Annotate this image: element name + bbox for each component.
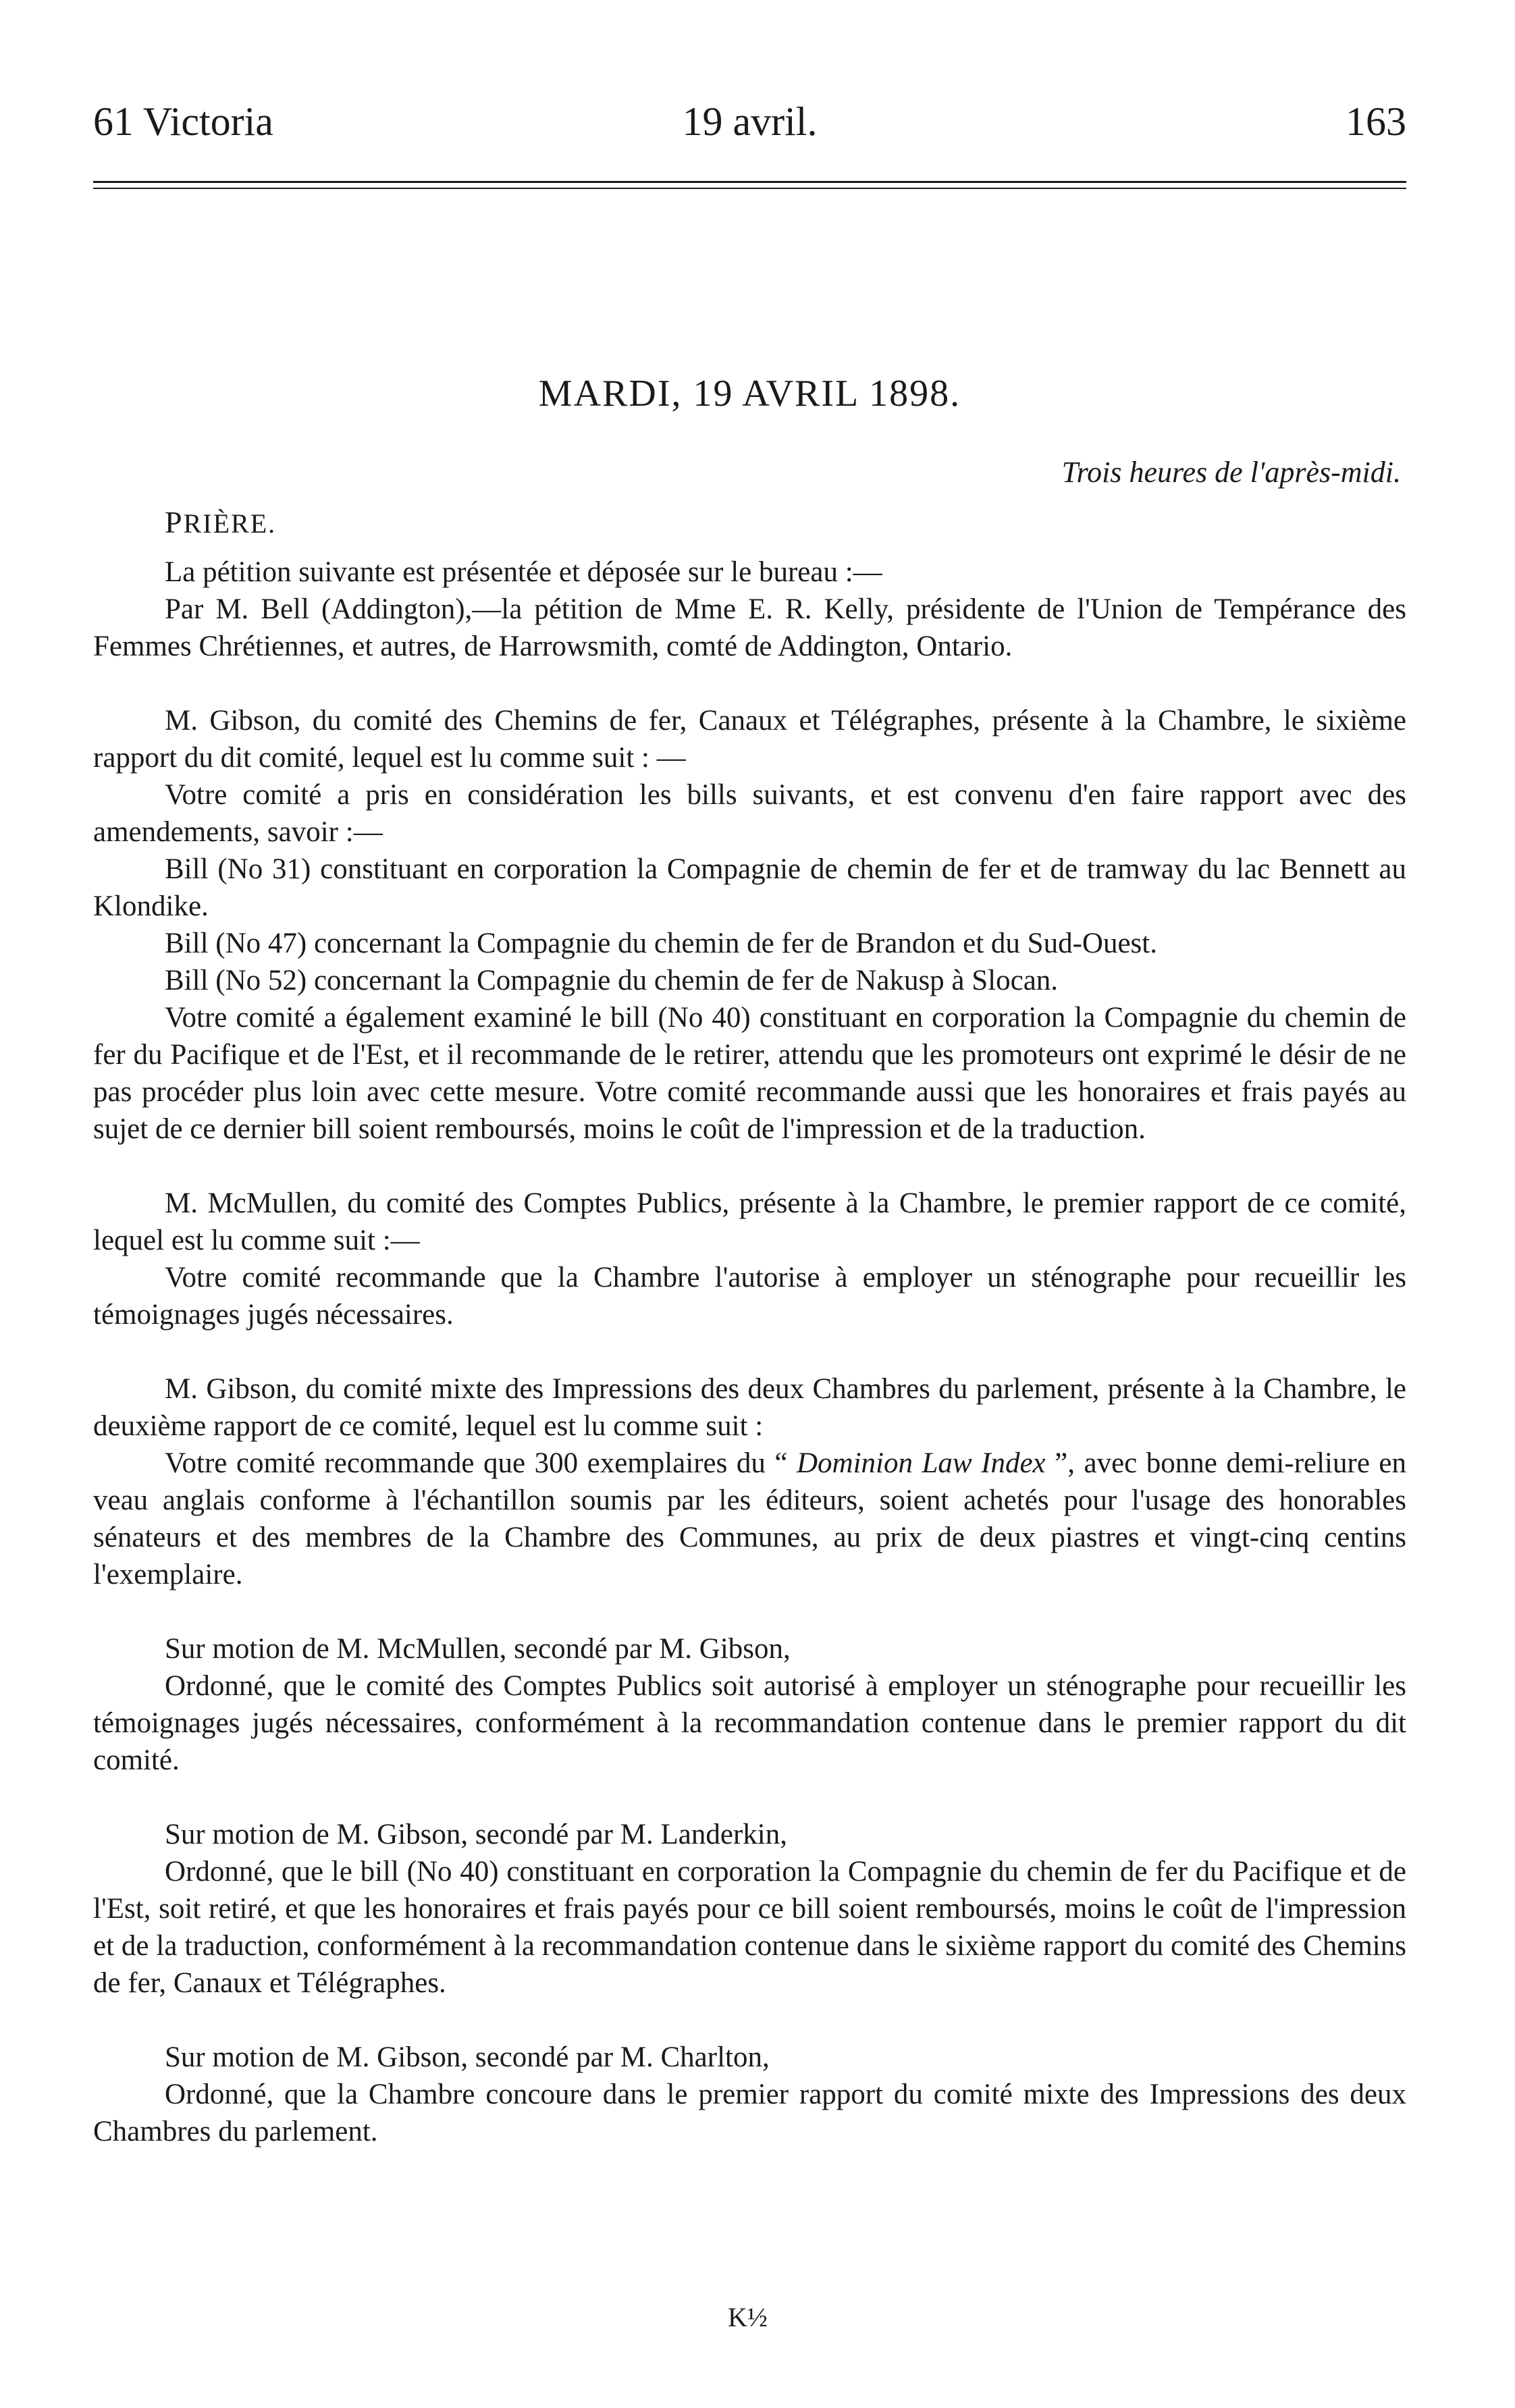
header-rule xyxy=(93,181,1406,189)
paragraph-committee-bills: Votre comité a pris en considération les bills suivants, et est convenu d'en faire rapport avec des amendements, savoir :— xyxy=(93,779,1406,848)
paragraph-petition-intro: La pétition suivante est présentée et déposée sur le bureau :— xyxy=(165,556,882,588)
paragraph-bill-52: Bill (No 52) concernant la Compagnie du chemin de fer de Nakusp à Slocan. xyxy=(165,965,1059,996)
time-line: Trois heures de l'après-midi. xyxy=(1061,456,1401,489)
paragraph-bill-47: Bill (No 47) concernant la Compagnie du chemin de fer de Brandon et du Sud-Ouest. xyxy=(165,928,1157,959)
header-volume: 61 Victoria xyxy=(93,99,273,144)
law-index-title: Dominion Law Index xyxy=(797,1447,1046,1479)
paragraph-ordered-concur: Ordonné, que la Chambre concoure dans le premier rapport du comité mixte des Impressions des deux Chambres du parlement. xyxy=(93,2079,1406,2147)
paragraph-motion-charlton: Sur motion de M. Gibson, secondé par M. Charlton, xyxy=(165,2041,770,2073)
signature-mark: K½ xyxy=(728,2302,768,2332)
paragraph-bill-40: Votre comité a également examiné le bill (No 40) constituant en corporation la Compagnie du chemin de fer du Pacifique et de l'Est, et il recommande de le retirer, attendu que les promoteurs ont exprimé le désir de ne pas procéder plus loin avec cette mesure. Votre comité recommande aussi que les honoraires et frais payés au sujet de ce dernier bill soient remboursés, moins le coût de l'impression et de la traduction. xyxy=(93,1002,1406,1145)
priere-initial: P xyxy=(165,505,184,539)
paragraph-stenographer: Votre comité recommande que la Chambre l'autorise à employer un sténographe pour recueillir les témoignages jugés nécessaires. xyxy=(93,1262,1406,1331)
paragraph-motion-landerkin: Sur motion de M. Gibson, secondé par M. Landerkin, xyxy=(165,1819,787,1850)
page-number: 163 xyxy=(1346,99,1406,144)
date-heading: MARDI, 19 AVRIL 1898. xyxy=(538,373,961,414)
priere-heading xyxy=(165,504,276,543)
paragraph-gibson-report: M. Gibson, du comité des Chemins de fer, Canaux et Télégraphes, présente à la Chambre, le sixième rapport du dit comité, lequel est lu comme suit : — xyxy=(93,705,1406,774)
body-text xyxy=(93,554,1406,2150)
paragraph-bill-31: Bill (No 31) constituant en corporation la Compagnie de chemin de fer et de tramway du lac Bennett au Klondike. xyxy=(93,853,1406,922)
paragraph-ordered-bill-40: Ordonné, que le bill (No 40) constituant en corporation la Compagnie du chemin de fer du Pacifique et de l'Est, soit retiré, et que les honoraires et frais payés pour ce bill soient remboursés, moins le coût de l'impression et de la traduction, conformément à la recommandation contenue dans le sixième rapport du comité des Chemins de fer, Canaux et Télégraphes. xyxy=(93,1856,1406,1999)
document-page xyxy=(93,0,1406,2408)
law-index-part-a: Votre comité recommande que 300 exemplaires du “ xyxy=(165,1447,797,1479)
paragraph-law-index xyxy=(93,1445,1406,1593)
paragraph-petition-bell: Par M. Bell (Addington),—la pétition de Mme E. R. Kelly, présidente de l'Union de Tempérance des Femmes Chrétiennes, et autres, de Harrowsmith, comté de Addington, Ontario. xyxy=(93,593,1406,662)
header-date: 19 avril. xyxy=(682,99,818,144)
priere-rest: RIÈRE. xyxy=(183,508,277,539)
paragraph-impressions-report: M. Gibson, du comité mixte des Impressions des deux Chambres du parlement, présente à la Chambre, le deuxième rapport de ce comité, lequel est lu comme suit : xyxy=(93,1373,1406,1442)
paragraph-mcmullen-report: M. McMullen, du comité des Comptes Publics, présente à la Chambre, le premier rapport de ce comité, lequel est lu comme suit :— xyxy=(93,1187,1406,1256)
law-index-part-b: ”, avec bonne demi-reliure en veau anglais conforme à l'échantillon soumis par les éditeurs, soient achetés pour l'usage des honorables sénateurs et des membres de la Chambre des Communes, au prix de deux piastres et vingt-cinq centins l'exemplaire. xyxy=(93,1447,1407,1590)
paragraph-motion-mcmullen: Sur motion de M. McMullen, secondé par M. Gibson, xyxy=(165,1633,791,1665)
running-header xyxy=(93,95,1406,149)
paragraph-ordered-stenographer: Ordonné, que le comité des Comptes Publics soit autorisé à employer un sténographe pour recueillir les témoignages jugés nécessaires, conformément à la recommandation contenue dans le premier rapport du dit comité. xyxy=(93,1670,1406,1776)
